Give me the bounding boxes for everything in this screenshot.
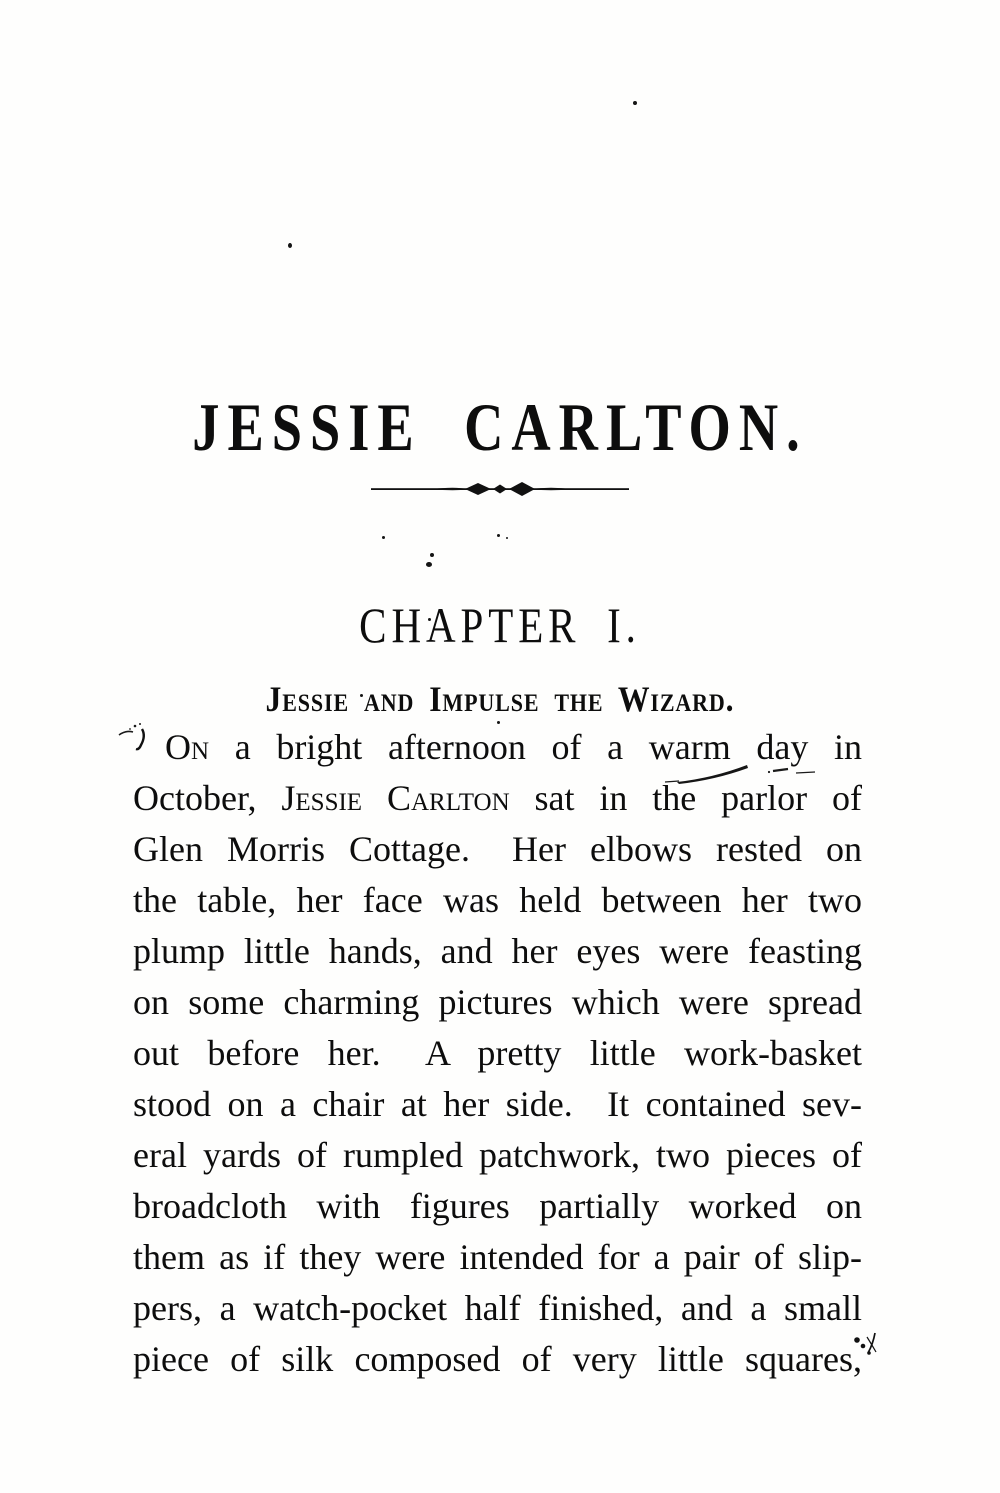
body-text-segment-smallcaps: arlton (411, 778, 510, 818)
body-text-segment-smallcaps: n (191, 727, 210, 767)
body-line (133, 722, 862, 773)
body-text-segment: a bright afternoon of a warm day in (209, 727, 862, 767)
body-line: the table, her face was held between her two (133, 880, 862, 920)
body-line: piece of silk composed of very little squares, (133, 1339, 862, 1379)
body-line: them as if they were intended for a pair of slip- (133, 1237, 862, 1277)
book-title: JESSIE CARLTON. (192, 388, 808, 465)
body-text-segment-smallcaps: essie (295, 778, 363, 818)
body-line: eral yards of rumpled patchwork, two pieces of (133, 1135, 862, 1175)
scan-speck (506, 537, 508, 539)
body-line: out before her. A pretty little work-basket (133, 1033, 862, 1073)
scan-speck (382, 536, 385, 539)
body-line: plump little hands, and her eyes were feasting (133, 931, 862, 971)
scan-speck (497, 534, 500, 537)
scan-speck (426, 562, 432, 567)
scan-speck (633, 101, 637, 105)
body-text-segment: October, J (133, 778, 296, 818)
body-line: stood on a chair at her side. It contained sev- (133, 1084, 862, 1124)
ornamental-divider-rule (371, 480, 629, 498)
body-line (133, 773, 862, 824)
body-line: on some charming pictures which were spread (133, 982, 862, 1022)
body-text-segment: O (165, 727, 191, 767)
body-text-segment: sat in the parlor of (509, 778, 863, 818)
chapter-heading: CHAPTER I. (359, 596, 641, 653)
scan-speck (430, 553, 434, 557)
body-line: pers, a watch-pocket half finished, and a small (133, 1288, 862, 1328)
scan-speck (288, 243, 292, 248)
body-text-segment: C (362, 778, 411, 818)
chapter-subtitle: Jessie and Impulse the Wizard. (265, 679, 735, 719)
body-line: Glen Morris Cottage. Her elbows rested on (133, 829, 862, 869)
body-paragraph (133, 722, 862, 1385)
body-line: broadcloth with figures partially worked on (133, 1186, 862, 1226)
